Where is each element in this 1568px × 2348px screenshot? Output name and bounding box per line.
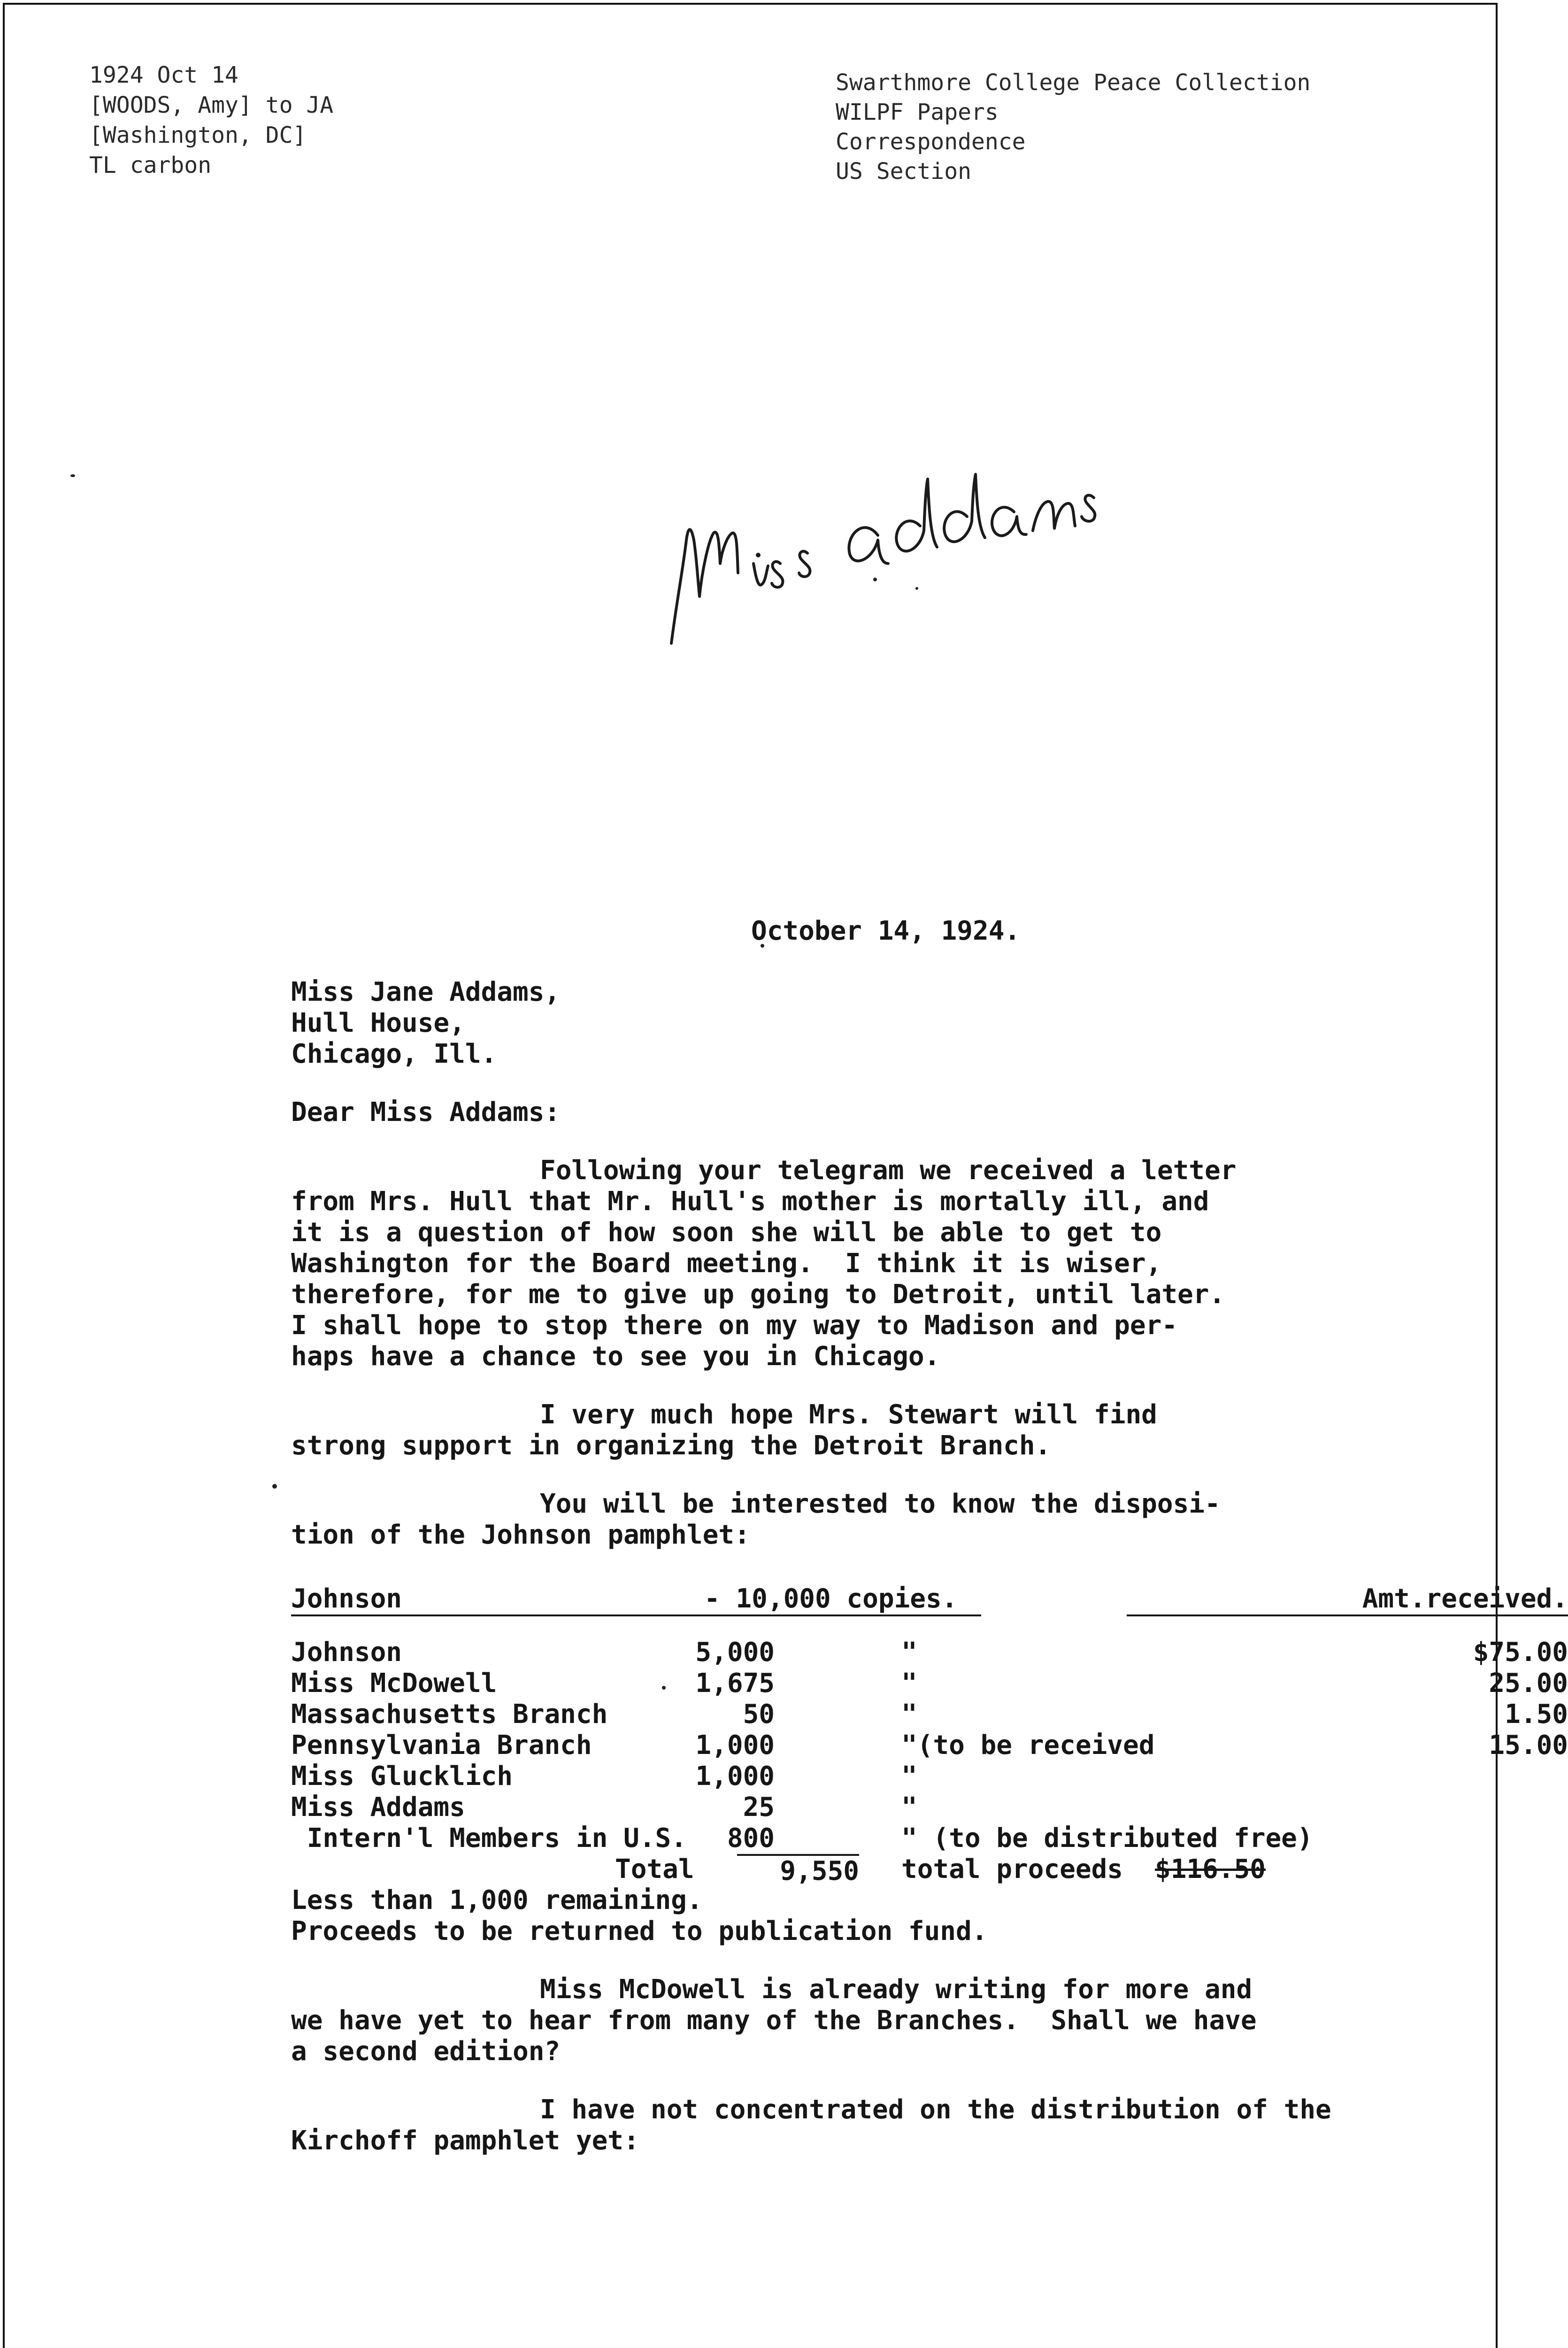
paragraph-line: haps have a chance to see you in Chicago. bbox=[291, 1341, 940, 1372]
paragraph-detroit bbox=[291, 1399, 1427, 1461]
paragraph-line: Kirchoff pamphlet yet: bbox=[291, 2125, 639, 2156]
row-name: Miss McDowell bbox=[291, 1668, 497, 1699]
row-ditto: " bbox=[901, 1761, 917, 1792]
row-ditto: " bbox=[901, 1792, 917, 1823]
total-proceeds: $116.50 bbox=[1155, 1854, 1266, 1885]
salutation: Dear Miss Addams: bbox=[291, 1097, 561, 1128]
paragraph-line: I have not concentrated on the distribution of the bbox=[540, 2094, 1331, 2125]
row-ditto: " (to be distributed free) bbox=[901, 1823, 1313, 1854]
row-name: Miss Glucklich bbox=[291, 1761, 513, 1792]
table-row bbox=[291, 1730, 1568, 1761]
row-ditto: " bbox=[901, 1668, 917, 1699]
paragraph-telegram bbox=[291, 1155, 1427, 1372]
row-count: 1,675 bbox=[695, 1668, 775, 1699]
table-total-row bbox=[291, 1854, 1427, 1885]
row-amount: $75.00 bbox=[1473, 1637, 1568, 1668]
paragraph-line: I very much hope Mrs. Stewart will find bbox=[540, 1399, 1157, 1430]
table-header bbox=[291, 1583, 1568, 1616]
paragraph-pamphlet-intro bbox=[291, 1489, 1427, 1551]
table-row bbox=[291, 1668, 1568, 1699]
row-name: Massachusetts Branch bbox=[291, 1699, 608, 1730]
paragraph-kirchoff bbox=[291, 2094, 1427, 2156]
row-count: 1,000 bbox=[695, 1730, 775, 1761]
address-line: Chicago, Ill. bbox=[291, 1039, 497, 1069]
catalog-author: [WOODS, Amy] to JA bbox=[89, 92, 334, 118]
catalog-place: [Washington, DC] bbox=[89, 122, 307, 148]
total-label: Total bbox=[615, 1854, 694, 1885]
collection-series: Correspondence bbox=[836, 129, 1026, 155]
header-copies: - 10,000 copies. bbox=[704, 1583, 958, 1614]
header-johnson: Johnson bbox=[291, 1583, 981, 1616]
row-count: 1,000 bbox=[695, 1761, 775, 1792]
catalog-type: TL carbon bbox=[89, 152, 212, 178]
table-row bbox=[291, 1761, 1427, 1792]
archive-catalog-label bbox=[89, 60, 333, 180]
row-amount: 1.50 bbox=[1505, 1699, 1568, 1730]
row-ditto: " bbox=[901, 1699, 917, 1730]
remaining-note: Less than 1,000 remaining. bbox=[291, 1885, 703, 1915]
address-line: Miss Jane Addams, bbox=[291, 977, 561, 1007]
ink-speck bbox=[915, 587, 918, 590]
catalog-date: 1924 Oct 14 bbox=[89, 62, 238, 88]
collection-papers: WILPF Papers bbox=[836, 99, 999, 125]
paragraph-line: we have yet to hear from many of the Branches. Shall we have bbox=[291, 2005, 1257, 2036]
paragraph-line: from Mrs. Hull that Mr. Hull's mother is mortally ill, and bbox=[291, 1186, 1209, 1217]
ink-speck bbox=[70, 474, 75, 477]
row-ditto: " bbox=[901, 1637, 917, 1668]
row-count: 25 bbox=[743, 1792, 775, 1823]
row-amount: 15.00 bbox=[1489, 1730, 1568, 1761]
letter-date: October 14, 1924. bbox=[751, 916, 1021, 946]
row-amount: 25.00 bbox=[1489, 1668, 1568, 1699]
ink-speck bbox=[272, 1484, 277, 1489]
paragraph-second-edition bbox=[291, 1974, 1427, 2067]
row-name: Pennsylvania Branch bbox=[291, 1730, 592, 1761]
table-row bbox=[291, 1823, 1427, 1854]
paragraph-line: a second edition? bbox=[291, 2036, 561, 2067]
row-count: 50 bbox=[743, 1699, 775, 1730]
table-row bbox=[291, 1792, 1427, 1823]
letter-body bbox=[291, 977, 1568, 2156]
recipient-address bbox=[291, 977, 1427, 1070]
row-name: Intern'l Members in U.S. bbox=[291, 1823, 687, 1854]
address-line: Hull House, bbox=[291, 1008, 465, 1038]
paragraph-line: You will be interested to know the disposi- bbox=[540, 1489, 1221, 1519]
paragraph-line: Washington for the Board meeting. I think it is wiser, bbox=[291, 1248, 1162, 1279]
row-name: Johnson bbox=[291, 1637, 402, 1668]
handwritten-annotation-miss-addams bbox=[657, 446, 1164, 662]
paragraph-line: therefore, for me to give up going to Detroit, until later. bbox=[291, 1279, 1225, 1310]
paragraph-line: I shall hope to stop there on my way to Madison and per- bbox=[291, 1310, 1178, 1341]
paragraph-line: strong support in organizing the Detroit Branch. bbox=[291, 1430, 1051, 1461]
total-count: 9,550 bbox=[737, 1854, 859, 1887]
header-amount: Amt.received. bbox=[1127, 1583, 1568, 1616]
ink-speck bbox=[873, 578, 877, 581]
table-row bbox=[291, 1637, 1568, 1668]
collection-name: Swarthmore College Peace Collection bbox=[836, 70, 1311, 96]
row-count: 5,000 bbox=[695, 1637, 775, 1668]
paragraph-line: Miss McDowell is already writing for more and bbox=[540, 1974, 1253, 2005]
total-proceeds-label: total proceeds bbox=[901, 1854, 1123, 1885]
row-count: 800 bbox=[727, 1823, 775, 1854]
paragraph-line: Following your telegram we received a letter bbox=[540, 1155, 1237, 1186]
collection-label bbox=[836, 68, 1310, 186]
paragraph-line: it is a question of how soon she will be able to get to bbox=[291, 1217, 1162, 1248]
row-ditto: "(to be received bbox=[901, 1730, 1155, 1761]
row-name: Miss Addams bbox=[291, 1792, 465, 1823]
pamphlet-distribution-table bbox=[291, 1583, 1568, 1947]
proceeds-note: Proceeds to be returned to publication fund. bbox=[291, 1916, 988, 1946]
collection-section: US Section bbox=[836, 158, 971, 185]
table-row bbox=[291, 1699, 1568, 1730]
paragraph-line: tion of the Johnson pamphlet: bbox=[291, 1520, 750, 1550]
